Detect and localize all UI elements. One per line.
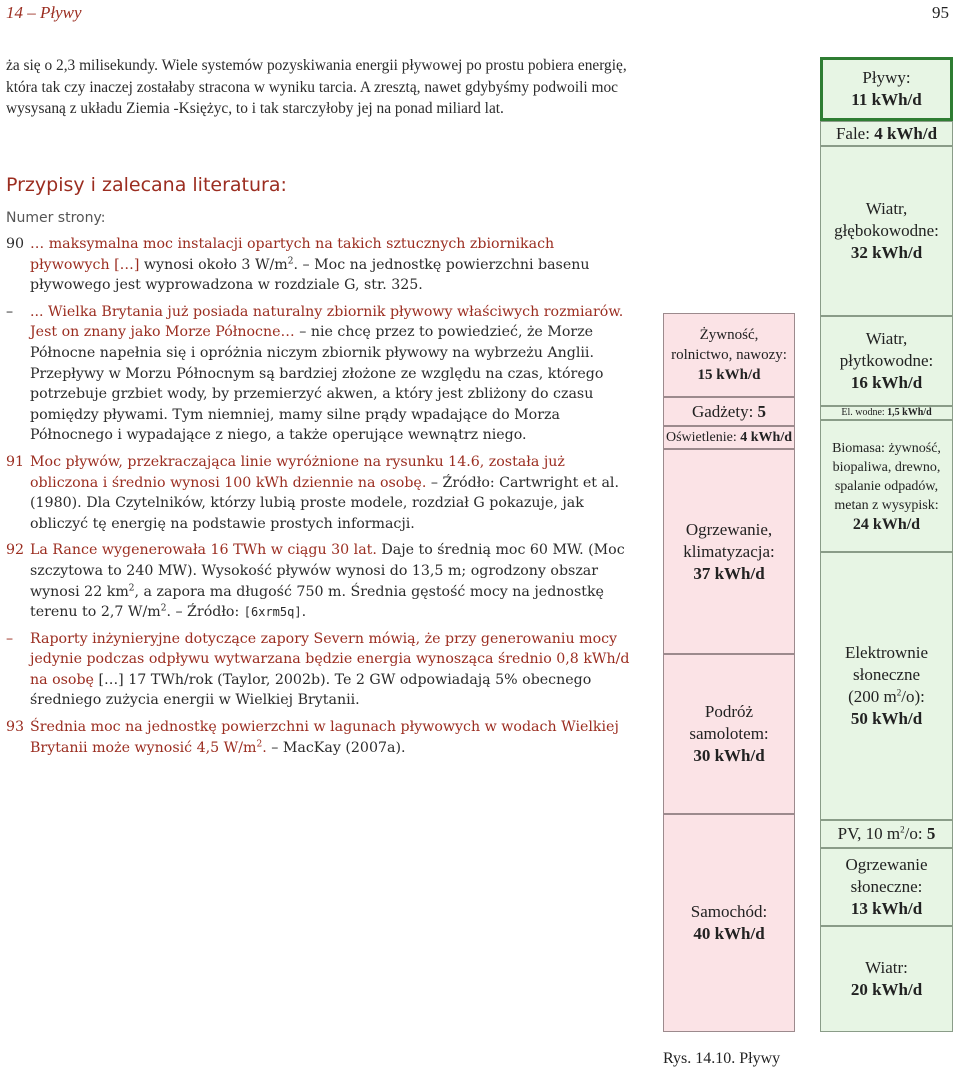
note-lead-link[interactable]: Jest on znany jako Morze Północne… xyxy=(30,324,295,341)
notes-list xyxy=(6,234,636,758)
section-title: Przypisy i zalecana literatura: xyxy=(6,174,287,196)
stack-tide: Pływy: 11 kWh/d xyxy=(820,57,953,121)
stack-wave: Fale: 4 kWh/d xyxy=(820,121,953,146)
stack-car: Samochód: 40 kWh/d xyxy=(663,814,795,1032)
stack-gadgets: Gadżety: 5 xyxy=(663,397,795,426)
note-lead-link[interactable]: Raporty inżynieryjne dotyczące zapory Severn mówią, że przy generowaniu mocy jedynie podczas odpływu wytwarzana będzie energia wynosząca średnio 0,8 kWh/d na osobę xyxy=(30,630,630,688)
page-number-label: Numer strony: xyxy=(6,210,106,226)
note-lead-link[interactable]: Moc pływów, przekraczająca linie wyróżnione na rysunku 14.6, została już obliczona i średnio wynosi 100 kWh dziennie na osobę. xyxy=(30,453,565,491)
stack-pv: PV, 10 $m^2/o$: 5 xyxy=(820,820,953,848)
stack-heating: Ogrzewanie, klimatyzacja: 37 kWh/d xyxy=(663,449,795,654)
chapter-header: 14 – Pływy xyxy=(6,3,82,22)
reference-link[interactable]: [6xrm5q] xyxy=(243,605,302,620)
note-lead-link[interactable]: Średnia moc na jednostkę powierzchni w lagunach pływowych w wodach Wielkiej Brytanii może wynosić 4,5 $W/m^2$. xyxy=(30,719,619,756)
stack-lighting: Oświetlenie: 4 kWh/d xyxy=(663,426,795,449)
stack-solar-farm: Elektrownie słoneczne (200 $m^2/o$): 50 kWh/d xyxy=(820,552,953,820)
page-number: 95 xyxy=(932,3,949,22)
note-93: 93 Średnia moc na jednostkę powierzchni w lagunach pływowych w wodach Wielkiej Brytanii może wynosić 4,5 $W/m^2$. – MacKay (2007a). xyxy=(6,719,619,756)
intro-paragraph: ża się o 2,3 milisekundy. Wiele systemów pozyskiwania energii pływowej po prostu pobiera energię, która tak czy inaczej zostałaby stracona w wyniku tarcia. A zresztą, nawet gdybyśmy podwoili moc wysysaną z układu Ziemia -Księżyc, to i tak starczyłoby jej na ponad miliard lat. xyxy=(6,57,627,117)
stack-hydro: El. wodne: 1,5 kWh/d xyxy=(820,406,953,420)
note-lead-link[interactable]: ... Wielka Brytania już posiada naturalny zbiornik pływowy właściwych rozmiarów. xyxy=(30,303,624,320)
note-91: 91 Moc pływów, przekraczająca linie wyróżnione na rysunku 14.6, została już obliczona i średnio wynosi 100 kWh dziennie na osobę. – Źródło: Cartwright et al. (1980). Dla Czytelników, którzy lubią proste modele, rozdział G pokazuje, jak obliczyć tę energię na podstawie prostych informacji. xyxy=(6,453,619,532)
note-lead-link[interactable]: La Rance wygenerowała 16 TWh w ciągu 30 lat. xyxy=(30,542,377,559)
note-lead-link[interactable]: … maksymalna moc instalacji opartych na takich sztucznych zbiornikach pływowych […] xyxy=(30,236,555,273)
note-90b: – ... Wielka Brytania już posiada naturalny zbiornik pływowy właściwych rozmiarów. Jest on znany jako Morze Północne… – nie chcę przez to powiedzieć, że Morze Północne napełnia się i opróżnia niczym zbiornik pływowy na wybrzeżu Anglii. Przepływy w Morzu Północnym są bardziej złożone ze względu na czas, którego potrzebuje grzbiet wody, by przemierzyć akwen, a który jest zbliżony do czasu pomiędzy pływami. Tym niemniej, mamy silne prądy wpadające do Morza Północnego i wypadające z niego, a także operujące wewnątrz niego. xyxy=(6,303,624,444)
stack-shallow-wind: Wiatr, płytkowodne: 16 kWh/d xyxy=(820,316,953,406)
stack-flights: Podróż samolotem: 30 kWh/d xyxy=(663,654,795,814)
stack-biomass: Biomasa: żywność, biopaliwa, drewno, spalanie odpadów, metan z wysypisk: 24 kWh/d xyxy=(820,420,953,552)
note-92b: – Raporty inżynieryjne dotyczące zapory Severn mówią, że przy generowaniu mocy jedynie podczas odpływu wytwarzana będzie energia wynosząca średnio 0,8 kWh/d na osobę […] 17 TWh/rok (Taylor, 2002b). Te 2 GW odpowiadają 5% obecnego średniego zużycia energii w Wielkiej Brytanii. xyxy=(6,630,630,709)
stack-food: Żywność, rolnictwo, nawozy: 15 kWh/d xyxy=(663,313,795,397)
stack-deep-wind: Wiatr, głębokowodne: 32 kWh/d xyxy=(820,146,953,316)
note-92: 92 La Rance wygenerowała 16 TWh w ciągu 30 lat. Daje to średnią moc 60 MW. (Moc szczytowa to 240 MW). Wysokość pływów wynosi do 13,5 m; ogrodzony obszar wynosi 22 $km^2$, a zapora ma długość 750 m. Średnia gęstość mocy na jednostkę terenu to 2,7 $W/m^2$. – Źródło: [6xrm5q]. xyxy=(6,542,625,621)
figure-caption: Rys. 14.10. Pływy xyxy=(663,1050,781,1067)
stack-wind: Wiatr: 20 kWh/d xyxy=(820,926,953,1032)
stack-solar-heat: Ogrzewanie słoneczne: 13 kWh/d xyxy=(820,848,953,926)
note-90: 90 … maksymalna moc instalacji opartych na takich sztucznych zbiornikach pływowych […] wynosi około 3 $W/m^2$. – Moc na jednostkę powierzchni basenu pływowego jest wyprowadzona w rozdziale G, str. 325. xyxy=(6,236,590,294)
